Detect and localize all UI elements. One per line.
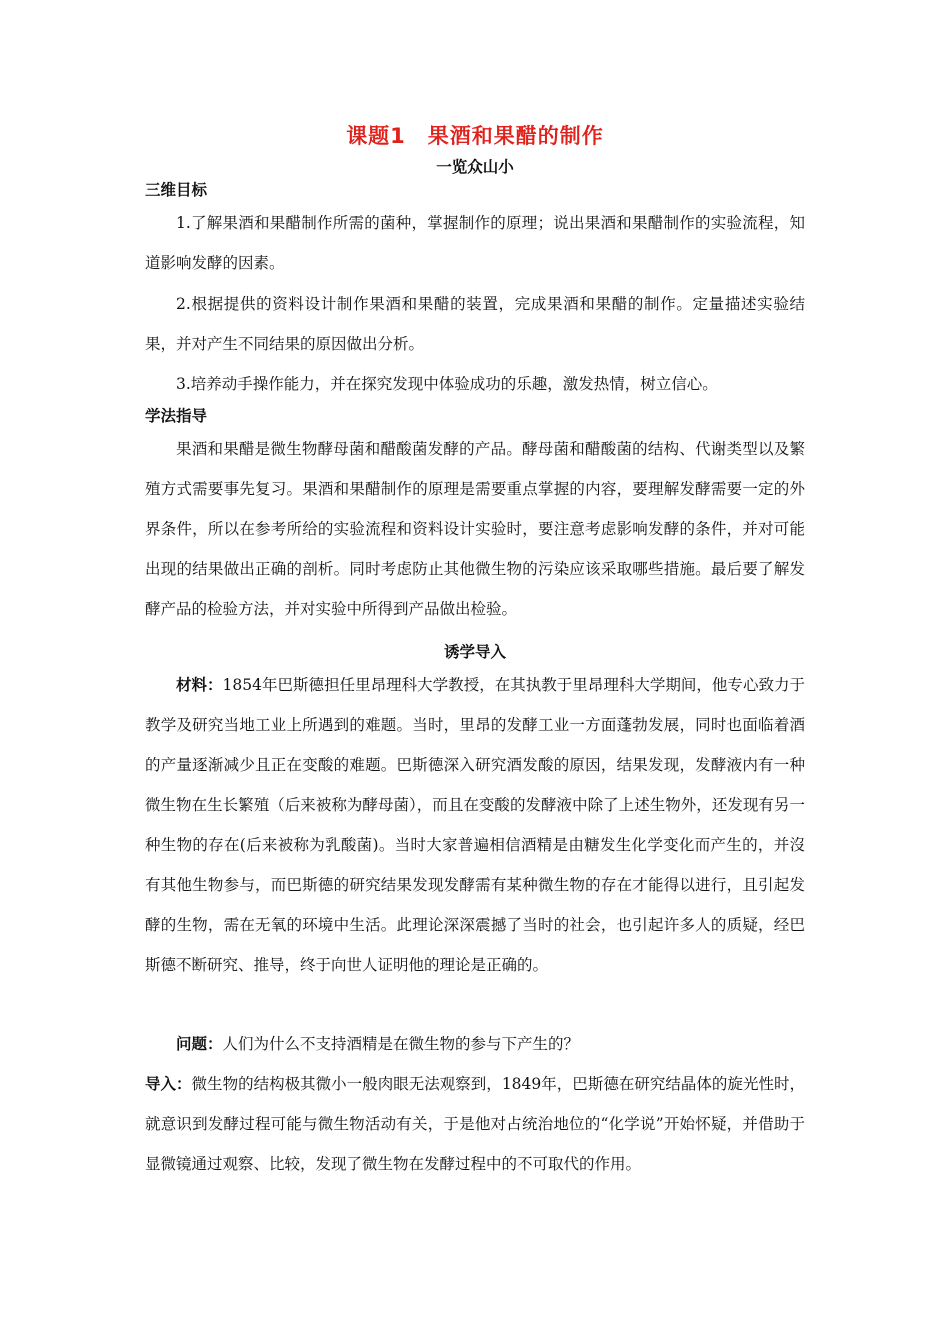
lead-text: 微生物的结构极其微小一般肉眼无法观察到，1849年，巴斯德在研究结晶体的旋光性时，就意识到发酵过程可能与微生物活动有关，于是他对占统治地位的“化学说”开始怀疑，并借助于显微镜通过观察、比较，发现了微生物在发酵过程中的不可取代的作用。 <box>145 1075 805 1173</box>
lead-label: 导入： <box>145 1075 192 1093</box>
page-title: 课题1 果酒和果醋的制作 <box>346 124 604 148</box>
material-label: 材料： <box>176 676 223 694</box>
method-paragraph: 果酒和果醋是微生物酵母菌和醋酸菌发酵的产品。酵母菌和醋酸菌的结构、代谢类型以及繁殖方式需要事先复习。果酒和果醋制作的原理是需要重点掌握的内容，要理解发酵需要一定的外界条件，所以在参考所给的实验流程和资料设计实验时，要注意考虑影响发酵的条件，并对可能出现的结果做出正确的剖析。同时考虑防止其他微生物的污染应该采取哪些措施。最后要了解发酵产品的检验方法，并对实验中所得到产品做出检验。 <box>145 440 805 618</box>
goals-heading: 三维目标 <box>145 181 208 199</box>
intro-heading: 诱学导入 <box>443 643 506 661</box>
material-text: 1854年巴斯德担任里昂理科大学教授，在其执教于里昂理科大学期间，他专心致力于教学及研究当地工业上所遇到的难题。当时，里昂的发酵工业一方面蓬勃发展，同时也面临着酒的产量逐渐减少且正在变酸的难题。巴斯德深入研究酒发酸的原因，结果发现，发酵液内有一种微生物在生长繁殖（后来被称为酵母菌），而且在变酸的发酵液中除了上述生物外，还发现有另一种生物的存在(后来被称为乳酸菌)。当时大家普遍相信酒精是由糖发生化学变化而产生的，并沒有其他生物参与，而巴斯德的研究结果发现发酵需有某种微生物的存在才能得以进行，且引起发酵的生物，需在无氧的环境中生活。此理论深深震撼了当时的社会，也引起许多人的质疑，经巴斯德不断研究、推导，终于向世人证明他的理论是正确的。 <box>145 676 805 974</box>
question-label: 问题： <box>176 1035 223 1053</box>
question-paragraph <box>145 1024 805 1064</box>
goal-item-1: 1.了解果酒和果醋制作所需的菌种，掌握制作的原理；说出果酒和果醋制作的实验流程，知道影响发酵的因素。 <box>145 214 805 272</box>
goal-item-3: 3.培养动手操作能力，并在探究发现中体验成功的乐趣，激发热情，树立信心。 <box>176 375 718 393</box>
goal-item-2: 2.根据提供的资料设计制作果酒和果醋的装置，完成果酒和果醋的制作。定量描述实验结果，并对产生不同结果的原因做出分析。 <box>145 295 805 353</box>
method-heading: 学法指导 <box>145 407 208 425</box>
lead-paragraph <box>145 1064 805 1184</box>
question-text: 人们为什么不支持酒精是在微生物的参与下产生的？ <box>222 1035 580 1053</box>
page-subtitle: 一览众山小 <box>436 158 514 176</box>
material-paragraph <box>145 665 805 985</box>
